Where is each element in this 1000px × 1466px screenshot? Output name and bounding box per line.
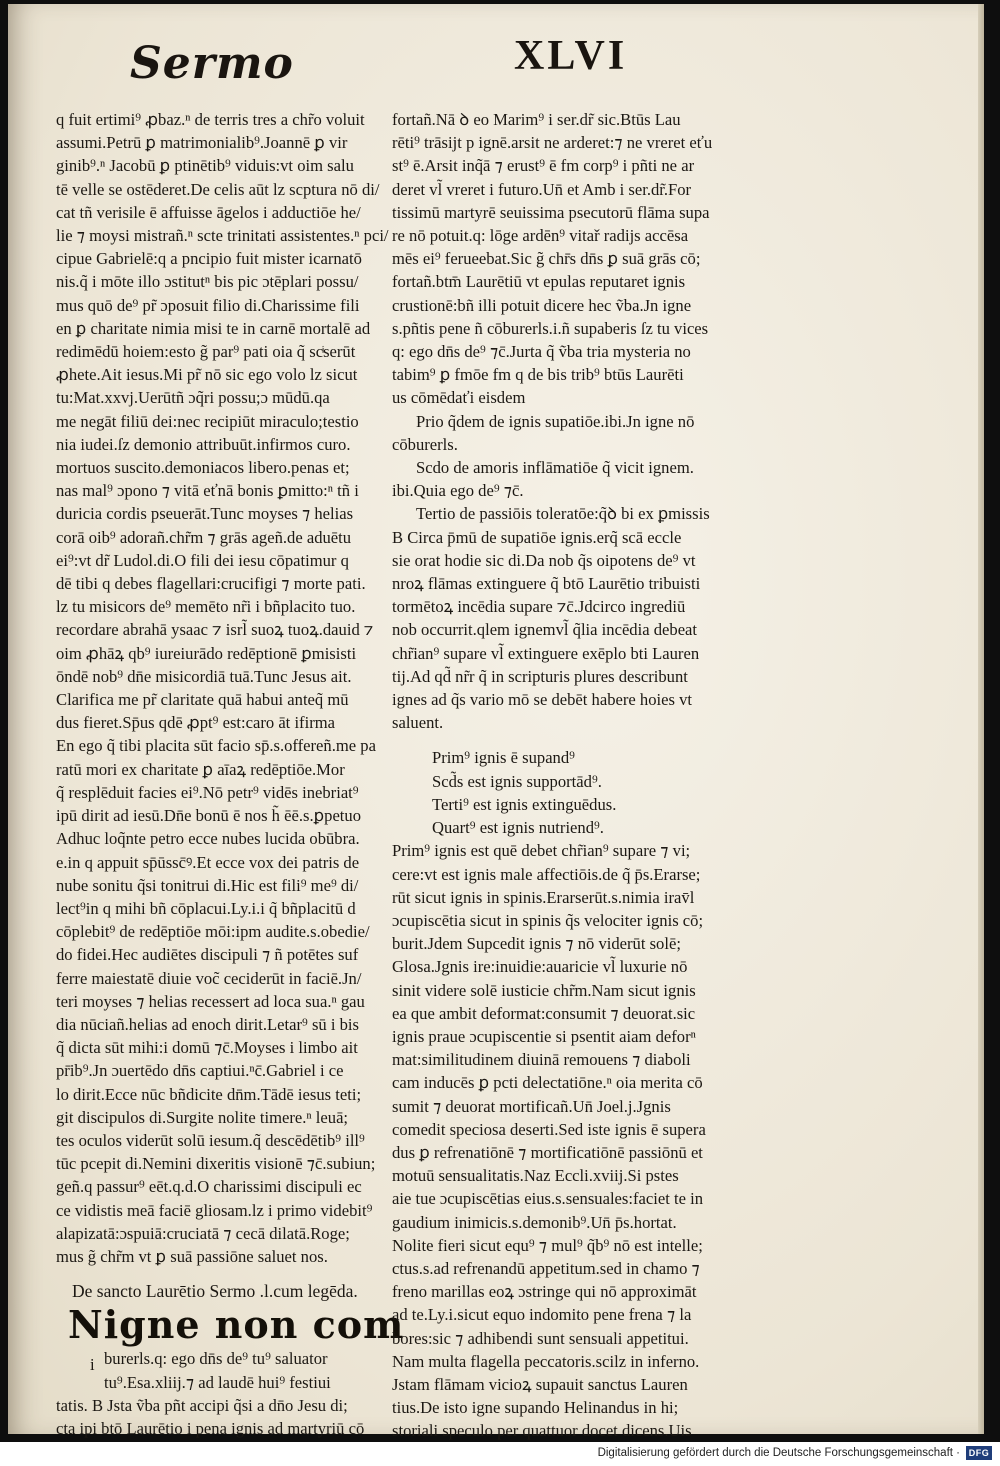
text-line: chr̃ian⁹ supare vl̃ extinguere exēplo bti Lauren	[392, 643, 700, 663]
text-line: sumit ⁊ deuorat mortificañ.Un̄ Joel.j.Jgnis	[392, 1096, 671, 1116]
text-line: dia nūciañ.helias ad enoch dirit.Letar⁹ sū i bis	[56, 1014, 359, 1034]
text-line: git discipulos di.Surgite nolite timere.ⁿ leuā;	[56, 1107, 349, 1127]
text-line: ei⁹:vt dr̃ Ludol.di.O fili dei iesu cōpatimur q	[56, 550, 349, 570]
text-line: ad te.Ly.i.sicut equo indomito pene frena ⁊ la	[392, 1305, 692, 1325]
text-line: freno marillas eoꝝ ɔstringe qui nō approximāt	[392, 1282, 697, 1302]
text-line: assumi.Petrū ꝑ matrimonialib⁹.Joannē ꝑ vir	[56, 133, 348, 153]
sermon-heading: De sancto Laurētio Sermo .l.cum legēda.	[72, 1281, 358, 1302]
text-line: deret vl̃ vreret i futuro.Un̄ et Amb i ser.dr̃.For	[392, 179, 692, 199]
text-line: recordare abrahā ysaac ⁊ isrl̃ suoꝝ tuoꝝ.dauid ⁊	[56, 620, 374, 640]
text-line: duricia cordis pseuerāt.Tunc moyses ⁊ helias	[56, 504, 354, 524]
running-title: Sermo	[130, 38, 294, 89]
right-column-text-a	[392, 108, 778, 410]
text-line: tabim⁹ ꝑ fmōe fm q de bis trib⁹ btūs Laurēti	[392, 365, 684, 385]
text-line: q̃ dicta sūt mihi:i domū ⁊c̄.Moyses i limbo ait	[56, 1038, 358, 1058]
text-line: Prio q̃dem de ignis supatiōe.ibi.Jn igne nō	[416, 411, 695, 431]
text-line: q̃ resplēduit facies ei⁹.Nō petr⁹ vidēs inebriat⁹	[56, 782, 359, 802]
text-line: Prim⁹ ignis est quē debet chr̃ian⁹ supare ⁊ vi;	[392, 841, 691, 861]
text-line: Glosa.Jgnis ire:inuidie:auaricie vl̃ luxurie nō	[392, 957, 688, 977]
spacer	[56, 1268, 396, 1280]
text-line: dus fieret.Sp̄us qdē ꝓpt⁹ est:caro āt ifirma	[56, 713, 335, 733]
footer-credit: Digitalisierung gefördert durch die Deutsche Forschungsgemeinschaft ·	[597, 1447, 960, 1459]
text-line: sie orat hodie sic di.Da nob q̃s oipotens de⁹ vt	[392, 550, 696, 570]
text-line: B Circa p̄mū de supatiōe ignis.erq̃ scā eccle	[392, 527, 682, 547]
text-line: saluent.	[392, 713, 444, 733]
text-line: En ego q̃ tibi placita sūt facio sp̄.s.offereñ.me pa	[56, 736, 376, 756]
text-line: q fuit ertimi⁹ ꝓbaz.ⁿ de terris tres a chr̃o voluit	[56, 110, 365, 129]
text-line: ce vidistis meā faciē gliosam.lz i primo videbit⁹	[56, 1200, 373, 1220]
text-line: lie ⁊ moysi mistrañ.ⁿ scte trinitati assistentes.ⁿ pci/	[56, 226, 389, 246]
text-line: nis.q̃ i mōte illo ɔstitutⁿ bis pic ɔtēplari possu/	[56, 272, 359, 292]
text-line: Tertio de passiōis toleratōe:q̃ꝺ bi ex ꝑmissis	[416, 504, 710, 524]
text-line: cōburerls.	[392, 434, 458, 454]
text-line: tissimū martyrē seuissima psecutorū flāma supa	[392, 202, 710, 222]
text-line: tūc pcepit di.Nemini dixeritis visionē ⁊c̄.subiun;	[56, 1154, 376, 1174]
text-line: nube sonitu q̃si tonitrui di.Hic est fili⁹ me⁹ di/	[56, 875, 359, 895]
text-line: comedit speciosa deserti.Sed iste ignis ē supera	[392, 1119, 706, 1139]
text-line: cam inducēs ꝑ pcti delectatiōne.ⁿ oia merita cō	[392, 1073, 703, 1093]
text-line: ferre maiestatē diuie voc̃ ceciderūt in faciē.Jn/	[56, 968, 362, 988]
text-line: Clarifica me pr̃ claritate quā habui anteq̃ mū	[56, 690, 349, 710]
text-line: rēti⁹ trāsijt p ignē.arsit ne arderet:⁊ ne vreret eťu	[392, 133, 713, 153]
text-line: tes oculos viderūt solū iesum.q̃ descēdētib⁹ ill⁹	[56, 1130, 365, 1150]
text-line: ignis praue ɔcupiscentie si psentit aiam deforⁿ	[392, 1026, 696, 1046]
text-line: rūt sicut ignis in spinis.Erarserūt.s.nimia irav̄l	[392, 887, 695, 907]
text-line: dus ꝑ refrenatiōnē ⁊ mortificatiōnē passiōnū et	[392, 1142, 703, 1162]
text-line: us cōmēdaťi eisdem	[392, 388, 526, 408]
right-column	[392, 108, 778, 1466]
text-line: corā oib⁹ adorañ.chr̃m ⁊ grās ageñ.de aduētu	[56, 527, 352, 547]
text-line: oim ꝓhāꝝ qb⁹ iureiurādo redēptionē ꝑmisisti	[56, 643, 357, 663]
text-line: Adhuc loq̃nte petro ecce nubes lucida obūbra.	[56, 829, 360, 849]
left-column	[56, 108, 405, 1440]
text-line: s.pñtis pene ñ cōburerls.i.ñ supaberis ſz tu vices	[392, 318, 709, 338]
text-line: tē velle se ostēderet.De celis aūt lz scptura nō di/	[56, 179, 380, 199]
text-line: teri moyses ⁊ helias recessert ad loca sua.ⁿ gau	[56, 991, 365, 1011]
text-line: st⁹ ē.Arsit inq̃ā ⁊ erust⁹ ē fm corp⁹ i pñti ne ar	[392, 156, 695, 176]
right-column-text-c	[392, 839, 778, 1465]
left-column-text	[56, 108, 396, 1268]
spacer	[392, 734, 778, 746]
text-line: mus quō de⁹ pr̃ ɔposuit filio di.Charissime fili	[56, 295, 360, 315]
text-line: ɔcupiscētia sicut in spinis q̃s velociter ignis cō;	[392, 910, 704, 930]
text-line: tatis. B Jsta ṽba pñt accipi q̃si a dn̄o Jesu di;	[56, 1395, 348, 1415]
text-line: cta ipi btō Laurētio i pena ignis ad martyriū cō	[56, 1418, 365, 1438]
incipit-heading: Nigne non com	[68, 1302, 405, 1348]
text-line: ea que ambit deformat:consumit ⁊ deuorat.sic	[392, 1003, 696, 1023]
text-line: ꝓhete.Ait iesus.Mi pr̃ nō sic ego volo lz sicut	[56, 365, 358, 385]
text-line: tu⁹.Esa.xliij.⁊ ad laudē hui⁹ festiui	[104, 1372, 331, 1392]
text-line: tius.De isto igne supando Helinandus in hi;	[392, 1398, 679, 1418]
text-line: nas mal⁹ ɔpono ⁊ vitā eťnā bonis ꝑmitto:ⁿ tñ i	[56, 481, 359, 501]
text-line: fortañ.btm̄ Laurētiū vt epulas reputaret ignis	[392, 272, 686, 292]
list-item: Prim⁹ ignis ē supand⁹	[432, 748, 575, 768]
text-line: q: ego dn̄s de⁹ ⁊c̄.Jurta q̃ ṽba tria mysteria no	[392, 342, 691, 362]
text-line: motuū sensualitatis.Naz Eccli.xviij.Si pstes	[392, 1166, 679, 1186]
list-item: Terti⁹ est ignis extinguēdus.	[432, 794, 617, 814]
text-line: mortuos suscito.demoniacos libero.penas et;	[56, 458, 350, 478]
text-line: mat:similitudinem diuinā remouens ⁊ diaboli	[392, 1050, 691, 1070]
text-line: e.in q appuit sp̄ūssc̄ꝰ.Et ecce vox dei patris de	[56, 852, 360, 872]
list-item: Quart⁹ est ignis nutriend⁹.	[432, 818, 604, 838]
text-line: tormētoꝝ incēdia supare ⁊c̄.Jdcirco ingrediū	[392, 597, 686, 617]
text-line: aie tue ɔcupiscētias eius.s.sensuales:faciet te in	[392, 1189, 704, 1209]
list-item: Scd̃s est ignis supportād⁹.	[432, 771, 602, 791]
text-line: redimēdū hoiem:esto g̃ par⁹ pati oia q̃ scͥserūt	[56, 342, 356, 362]
text-line: nob occurrit.qlem ignemvl̃ q̃lia incēdia debeat	[392, 620, 698, 640]
page-edge	[978, 4, 984, 1434]
text-line: Nam multa flagella peccatoris.scilz in inferno.	[392, 1351, 700, 1371]
folio-number: XLVI	[514, 33, 628, 79]
book-page	[8, 4, 984, 1441]
text-line: alapizatā:ɔspuiā:cruciatā ⁊ cecā dilatā.Roge;	[56, 1223, 350, 1243]
text-line: crustionē:bñ illi potuit dicere hec ṽba.Jn igne	[392, 295, 692, 315]
right-column-text-b	[392, 526, 778, 735]
text-line: burerls.q: ego dn̄s de⁹ tu⁹ saluator	[104, 1349, 328, 1369]
incipit-text	[56, 1347, 396, 1440]
text-line: storiali speculo per quattuor docet dicens.Uis	[392, 1421, 692, 1441]
text-line: ōndē nob⁹ dn̄e misicordiā tuā.Tunc Jesus ait.	[56, 666, 352, 686]
text-line: Jstam flāmam vicioꝝ supauit sanctus Lauren	[392, 1374, 688, 1394]
text-line: Nolite fieri sicut equ⁹ ⁊ mul⁹ q̃b⁹ nō est intelle;	[392, 1235, 703, 1255]
text-line: ctus.s.ad refrenandū appetitum.sed in chamo ⁊	[392, 1258, 700, 1278]
incipit-block	[56, 1347, 396, 1440]
text-line: fortañ.Nā ꝺ eo Marim⁹ i ser.dr̃ sic.Btūs Lau	[392, 110, 681, 129]
text-line: tij.Ad qd̃ nr̃r q̃ in scripturis plures describunt	[392, 666, 688, 686]
footer-bar	[0, 1442, 1000, 1464]
text-line: me negāt filiū dei:nec recipiūt miraculo;testio	[56, 411, 359, 431]
text-line: cere:vt est ignis male affectiōis.de q̃ p̄s.Erarse;	[392, 864, 701, 884]
text-line: ratū mori ex charitate ꝑ aīaꝝ redēptiōe.Mor	[56, 759, 345, 779]
text-line: geñ.q passur⁹ eēt.q.d.O charissimi discipuli ec	[56, 1177, 362, 1197]
fire-list	[392, 746, 778, 839]
text-line: nia iudei.ſz demonio attribuūt.infirmos curo.	[56, 434, 351, 454]
text-line: dē tibi q debes flagellari:crucifigi ⁊ morte pati.	[56, 574, 366, 594]
text-line: bores:sic ⁊ adhibendi sunt sensuali appetitui.	[392, 1328, 689, 1348]
text-line: nroꝝ flāmas extinguere q̃ btō Laurētio tribuisti	[392, 574, 701, 594]
text-line: lect⁹in q mihi bñ cōplacui.Ly.i.i q̃ bñplacitū d	[56, 898, 356, 918]
text-line: ipū dirit ad iesū.Dn̄e bonū ē nos h̃ ēē.s.ꝑpetuo	[56, 806, 362, 826]
text-line: tu:Mat.xxvj.Uerūtñ ɔq̃ri possu;ɔ mūdū.qa	[56, 388, 330, 408]
text-line: en ꝑ charitate nimia misi te in carnē mortalē ad	[56, 318, 371, 338]
text-line: cōplebit⁹ de redēptiōe mōi:ipm audite.s.obedie/	[56, 922, 370, 942]
text-line: ignes ad q̃s vario mō se debēt habere hoies vt	[392, 690, 692, 710]
text-line: burit.Jdem Supcedit ignis ⁊ nō viderūt solē;	[392, 934, 681, 954]
points-list	[392, 410, 778, 526]
text-line: gaudium inimicis.s.demonib⁹.Un̄ p̄s.hortat.	[392, 1212, 677, 1232]
text-line: ibi.Quia ego de⁹ ⁊c̄.	[392, 481, 524, 501]
text-line: lo dirit.Ecce nūc bñdicite dn̄m.Tādē iesus teti;	[56, 1084, 362, 1104]
text-line: ginib⁹.ⁿ Jacobū ꝑ ptinētib⁹ viduis:vt oim salu	[56, 156, 354, 176]
text-line: cipue Gabrielē:q a pncipio fuit mister icarnatō	[56, 249, 362, 269]
dfg-logo: DFG	[966, 1446, 992, 1460]
text-line: do fidei.Hec audiētes discipuli ⁊ ñ potētes suf	[56, 945, 359, 965]
text-line: mus g̃ chr̃m vt ꝑ suā passiōne saluet nos.	[56, 1246, 328, 1266]
text-line: sinit videre solē iusticie chr̃m.Nam sicut ignis	[392, 980, 696, 1000]
text-line: mēs ei⁹ ferueebat.Sic g̃ chr̄s dn̄s ꝑ suā grās cō;	[392, 249, 701, 269]
text-line: lz tu misicors de⁹ memēto nr̃i i bñplacito tuo.	[56, 597, 356, 617]
text-line: cat tñ verisile ē affuisse āgelos i adductiōe he/	[56, 202, 361, 222]
text-line: re nō potuit.q: lōge ardēn⁹ vitař radijs accēsa	[392, 226, 689, 246]
text-line: pr̄ib⁹.Jn ɔuertēdo dn̄s captiui.ⁿc̄.Gabriel i ce	[56, 1061, 344, 1081]
marginal-letter: i	[90, 1355, 95, 1375]
text-line: Scdo de amoris inflāmatiōe q̃ vicit ignem.	[416, 458, 694, 478]
